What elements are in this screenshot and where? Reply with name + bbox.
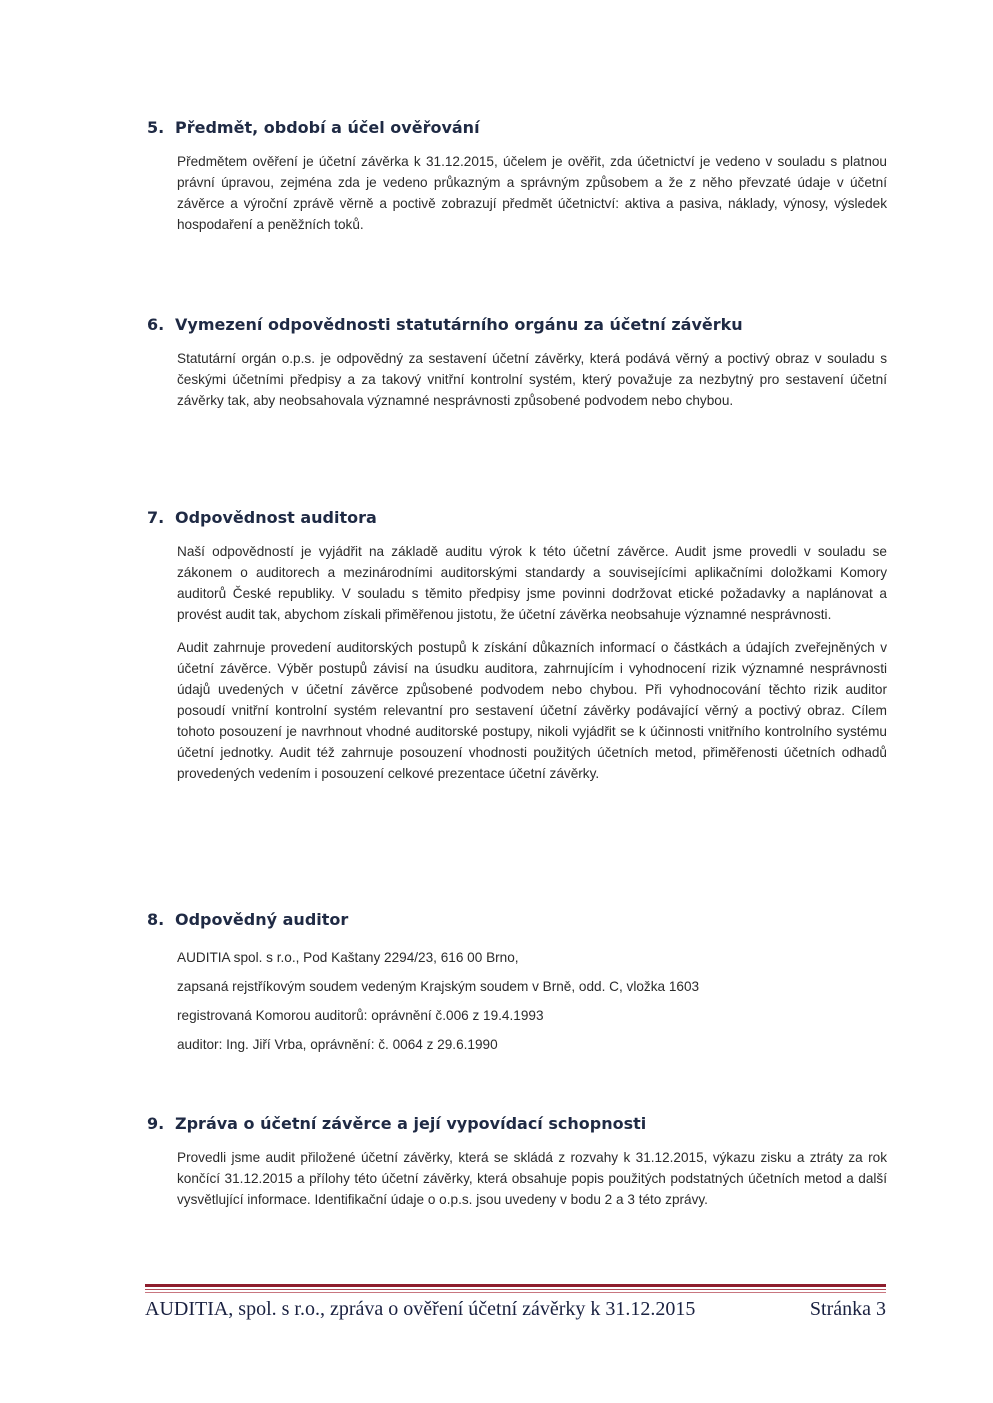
auditor-registry-line: zapsaná rejstříkovým soudem vedeným Krajským soudem v Brně, odd. C, vložka 1603 [177,979,700,994]
page-number: Stránka 3 [809,1298,886,1320]
footer-title: AUDITIA, spol. s r.o., zpráva o ověření účetní závěrky k 31.12.2015 [145,1298,696,1320]
section-heading [147,910,887,929]
paragraph: Naší odpovědností je vyjádřit na základě auditu výrok k této účetní závěrce. Audit jsme provedli v souladu se zákonem o auditorech a mezinárodními auditorskými standardy a souvisejícími aplikačními doložkami Komory auditorů České republiky. V souladu s těmito předpisy jsme povinni dodržovat etické požadavky a naplánovat a provést audit tak, abychom získali přiměřenou jistotu, že účetní závěrka neobsahuje významné nesprávnosti. [177,544,887,622]
auditor-person-line: auditor: Ing. Jiří Vrba, oprávnění: č. 0064 z 29.6.1990 [177,1037,498,1052]
paragraph: Předmětem ověření je účetní závěrka k 31.12.2015, účelem je ověřit, zda účetnictví je vedeno v souladu s platnou právní úpravou, zejména zda je vedeno průkazným a správným způsobem a že z něho převzaté údaje v účetní závěrce a výroční zprávě věrně a poctivě zobrazují předmět účetnictví: aktiva a pasiva, náklady, výnosy, výsledek hospodaření a peněžních toků. [177,154,887,232]
section-heading [147,118,887,137]
paragraph: Audit zahrnuje provedení auditorských postupů k získání důkazních informací o částkách a údajích zveřejněných v účetní závěrce. Výběr postupů závisí na úsudku auditora, zahrnujícím i vyhodnocení rizik významné nesprávnosti údajů uvedených v účetní závěrce způsobené podvodem nebo chybou. Při vyhodnocování těchto rizik auditor posoudí vnitřní kontrolní systém relevantní pro sestavení účetní závěrky podávající věrný a poctivý obraz. Cílem tohoto posouzení je navrhnout vhodné auditorské postupy, nikoli vyjádřit se k účinnosti vnitřního kontrolního systému účetní jednotky. Audit též zahrnuje posouzení vhodnosti použitých účetních metod, přiměřenosti účetních odhadů provedených vedením i posouzení celkové prezentace účetní závěrky. [177,640,887,781]
section-heading [147,315,887,334]
section-title: Odpovědnost auditora [175,508,377,527]
section-title: Předmět, období a účel ověřování [175,118,480,137]
section-number: 6. [147,315,165,334]
section-number: 5. [147,118,165,137]
section-9 [147,1114,887,1222]
auditor-firm-line: AUDITIA spol. s r.o., Pod Kaštany 2294/23, 616 00 Brno, [177,950,519,965]
section-heading [147,508,887,527]
paragraph: Provedli jsme audit přiložené účetní závěrky, která se skládá z rozvahy k 31.12.2015, výkazu zisku a ztráty za rok končící 31.12.2015 a přílohy této účetní závěrky, která obsahuje popis použitých podstatných účetních metod a další vysvětlující informace. Identifikační údaje o o.p.s. jsou uvedeny v bodu 2 a 3 této zprávy. [177,1150,887,1207]
section-8 [147,910,887,1059]
footer-rule-thin [145,1292,886,1293]
section-number: 8. [147,910,165,929]
section-7 [147,508,887,796]
section-title: Zpráva o účetní závěrce a její vypovídací schopnosti [175,1114,647,1133]
section-6 [147,315,887,423]
paragraph: Statutární orgán o.p.s. je odpovědný za sestavení účetní závěrky, která podává věrný a poctivý obraz v souladu s českými účetními předpisy a za takový vnitřní kontrolní systém, který považuje za nezbytný pro sestavení účetní závěrky tak, aby neobsahovala významné nesprávnosti způsobené podvodem nebo chybou. [177,351,887,408]
section-title: Odpovědný auditor [175,910,349,929]
section-number: 7. [147,508,165,527]
footer-rule-thick [145,1284,886,1287]
auditor-registration-line: registrovaná Komorou auditorů: oprávnění č.006 z 19.4.1993 [177,1008,544,1023]
section-title: Vymezení odpovědnosti statutárního orgánu za účetní závěrku [175,315,743,334]
section-heading [147,1114,887,1133]
footer-rule-thin [145,1289,886,1290]
section-number: 9. [147,1114,165,1133]
section-5 [147,118,887,247]
